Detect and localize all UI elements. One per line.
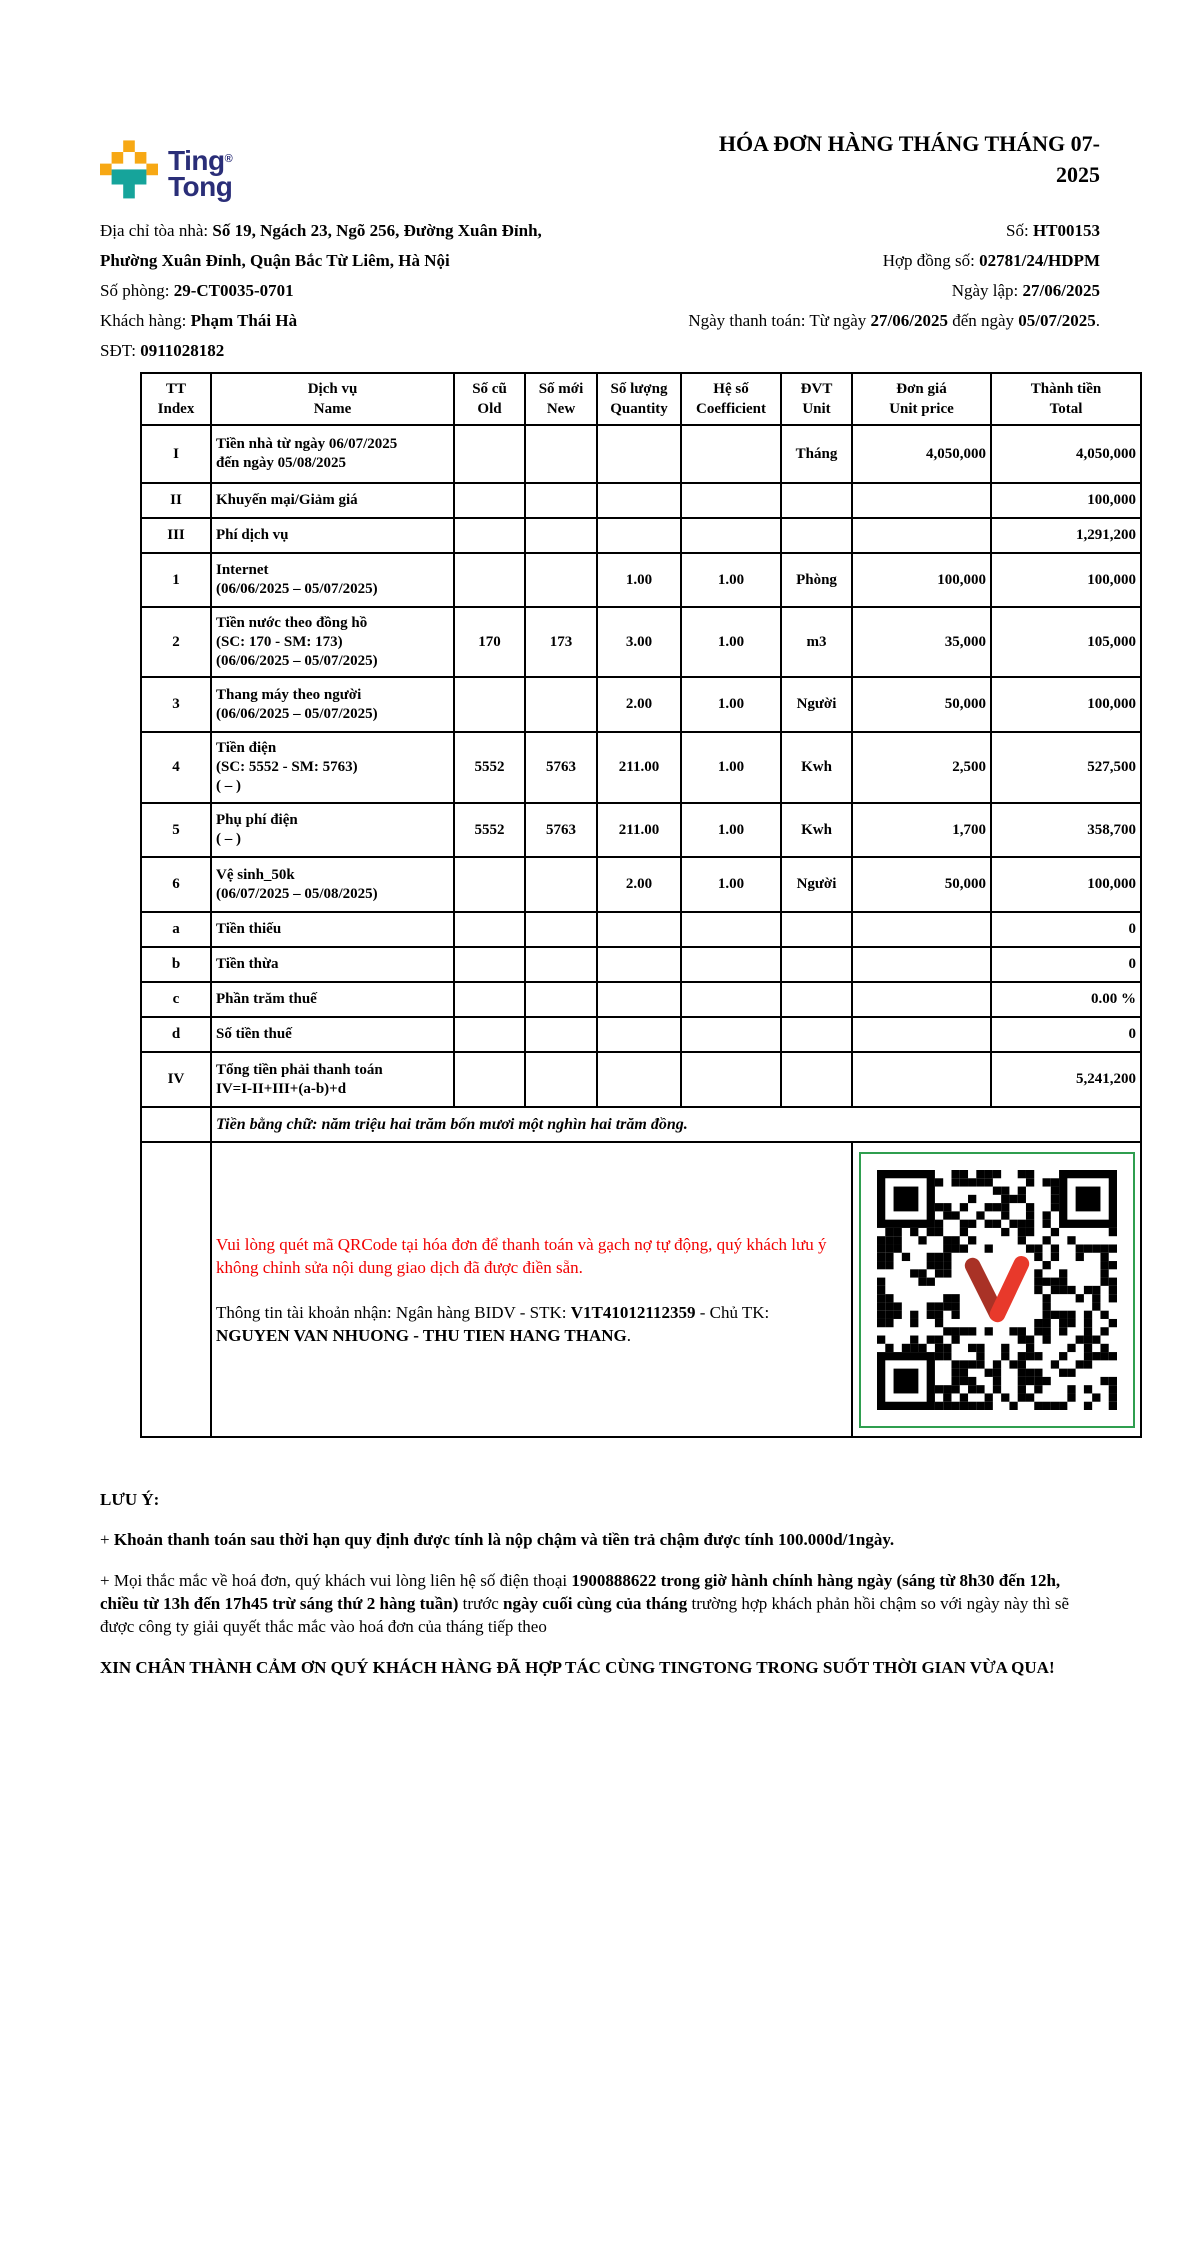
contact-note: + Mọi thắc mắc về hoá đơn, quý khách vui lòng liên hệ số điện thoại 1900888622 trong giờ hành chính hàng ngày (sáng từ 8h30 đến 12h, chiều từ 13h đến 17h45 trừ sáng thứ 2 hàng tuần) trước ngày cuối cùng của tháng trường hợp khách phản hồi chậm so với ngày này thì sẽ được công ty giải quyết thắc mắc vào hoá đơn của tháng tiếp theo: [100, 1571, 1070, 1636]
table-cell: [852, 947, 991, 982]
table-cell: 1.00: [681, 607, 781, 677]
table-cell: 100,000: [991, 677, 1141, 732]
table-cell: d: [141, 1017, 211, 1052]
table-cell: Tiền thừa: [211, 947, 454, 982]
table-cell: [525, 947, 597, 982]
table-cell: [681, 483, 781, 518]
table-cell: [597, 483, 681, 518]
invoice-info-left: [100, 216, 542, 366]
table-cell: [525, 483, 597, 518]
table-cell: IV: [141, 1052, 211, 1107]
table-cell: 0.00 %: [991, 982, 1141, 1017]
table-cell: [781, 982, 852, 1017]
table-cell: 211.00: [597, 803, 681, 857]
table-cell: Tiền thiếu: [211, 912, 454, 947]
table-cell: [454, 982, 525, 1017]
table-cell: [681, 947, 781, 982]
footer-notes: [100, 1490, 1100, 1680]
payment-period: Ngày thanh toán: Từ ngày 27/06/2025 đến ngày 05/07/2025.: [688, 311, 1100, 330]
table-cell: 1.00: [681, 857, 781, 912]
table-cell: 5552: [454, 732, 525, 803]
table-cell: [454, 677, 525, 732]
invoice-title: [719, 128, 1100, 190]
table-row: [141, 982, 1141, 1017]
table-cell: Vệ sinh_50k (06/07/2025 – 05/08/2025): [211, 857, 454, 912]
bank-account-number: V1T41012112359: [570, 1302, 696, 1322]
thank-you-message: XIN CHÂN THÀNH CẢM ƠN QUÝ KHÁCH HÀNG ĐÃ HỢP TÁC CÙNG TINGTONG TRONG SUỐT THỜI GIAN VỪA QUA!: [100, 1658, 1055, 1677]
table-cell: [852, 912, 991, 947]
table-cell: 50,000: [852, 857, 991, 912]
table-cell: [525, 677, 597, 732]
table-cell: [454, 857, 525, 912]
table-cell: 527,500: [991, 732, 1141, 803]
table-row: [141, 947, 1141, 982]
table-cell: Kwh: [781, 732, 852, 803]
table-cell: 2: [141, 607, 211, 677]
header-row: [141, 373, 1141, 425]
table-cell: Phí dịch vụ: [211, 518, 454, 553]
table-cell: 170: [454, 607, 525, 677]
column-header: Hệ số Coefficient: [681, 373, 781, 425]
column-header: Thành tiền Total: [991, 373, 1141, 425]
table-cell: Phần trăm thuế: [211, 982, 454, 1017]
building-address-line2: Phường Xuân Đỉnh, Quận Bắc Từ Liêm, Hà Nội: [100, 251, 450, 270]
column-header: Số mới New: [525, 373, 597, 425]
bank-account-info: Thông tin tài khoản nhận: Ngân hàng BIDV - STK: V1T41012112359 - Chủ TK: NGUYEN VAN NHUONG - THU TIEN HANG THANG.: [216, 1302, 770, 1345]
brand-name-line1: Ting: [168, 145, 225, 176]
table-cell: [454, 912, 525, 947]
qr-code: [859, 1152, 1135, 1428]
table-cell: 0: [991, 912, 1141, 947]
table-cell: [597, 947, 681, 982]
table-cell: [597, 1017, 681, 1052]
table-row: [141, 553, 1141, 607]
table-cell: [681, 982, 781, 1017]
table-cell: 1.00: [681, 732, 781, 803]
invoice-table-body: [141, 425, 1141, 1107]
table-cell: [781, 1017, 852, 1052]
table-row: [141, 857, 1141, 912]
table-row: [141, 732, 1141, 803]
table-cell: [525, 553, 597, 607]
table-cell: [781, 1052, 852, 1107]
bank-account-holder: NGUYEN VAN NHUONG - THU TIEN HANG THANG: [216, 1325, 627, 1345]
table-cell: [525, 912, 597, 947]
table-cell: [597, 518, 681, 553]
building-address-line1: Địa chỉ tòa nhà: Số 19, Ngách 23, Ngõ 256, Đường Xuân Đỉnh,: [100, 221, 542, 240]
issue-date: Ngày lập: 27/06/2025: [951, 281, 1100, 300]
column-header: Số lượng Quantity: [597, 373, 681, 425]
table-cell: [525, 982, 597, 1017]
registered-mark-icon: ®: [224, 153, 233, 165]
table-cell: 1.00: [681, 677, 781, 732]
table-row: [141, 803, 1141, 857]
table-cell: [525, 1017, 597, 1052]
table-cell: 1: [141, 553, 211, 607]
invoice-number: Số: HT00153: [1006, 221, 1100, 240]
table-cell: a: [141, 912, 211, 947]
invoice-table: [140, 372, 1142, 1438]
table-cell: 5: [141, 803, 211, 857]
table-row: [141, 677, 1141, 732]
table-cell: Tiền nhà từ ngày 06/07/2025 đến ngày 05/08/2025: [211, 425, 454, 483]
table-cell: [597, 982, 681, 1017]
room-number: Số phòng: 29-CT0035-0701: [100, 281, 294, 300]
table-cell: 5763: [525, 803, 597, 857]
table-cell: Tiền nước theo đồng hồ (SC: 170 - SM: 173) (06/06/2025 – 05/07/2025): [211, 607, 454, 677]
table-cell: 1,700: [852, 803, 991, 857]
table-cell: 2.00: [597, 677, 681, 732]
qr-row: [141, 1142, 1141, 1437]
notes-heading: LƯU Ý:: [100, 1490, 160, 1509]
invoice-header: [100, 128, 1100, 200]
table-cell: [852, 483, 991, 518]
table-cell: Tổng tiền phải thanh toán IV=I-II+III+(a-b)+d: [211, 1052, 454, 1107]
table-cell: [454, 553, 525, 607]
table-cell: [781, 912, 852, 947]
column-header: ĐVT Unit: [781, 373, 852, 425]
late-payment-note: + Khoản thanh toán sau thời hạn quy định được tính là nộp chậm và tiền trả chậm được tính 100.000d/1ngày.: [100, 1530, 895, 1549]
qr-payment-instruction: Vui lòng quét mã QRCode tại hóa đơn để thanh toán và gạch nợ tự động, quý khách lưu ý không chỉnh sửa nội dung giao dịch đã được điền sẵn.: [216, 1234, 827, 1277]
qr-code-svg: [877, 1170, 1117, 1410]
table-cell: [454, 947, 525, 982]
table-row: [141, 607, 1141, 677]
table-cell: Người: [781, 677, 852, 732]
table-cell: I: [141, 425, 211, 483]
table-cell: 3.00: [597, 607, 681, 677]
table-row: [141, 518, 1141, 553]
table-row: [141, 483, 1141, 518]
table-cell: 4,050,000: [991, 425, 1141, 483]
table-cell: 358,700: [991, 803, 1141, 857]
table-cell: Phòng: [781, 553, 852, 607]
table-cell: [852, 982, 991, 1017]
table-cell: [454, 483, 525, 518]
table-row: [141, 425, 1141, 483]
brand-name-line2: Tong: [168, 171, 233, 202]
table-cell: 4: [141, 732, 211, 803]
table-cell: [681, 1052, 781, 1107]
table-cell: [454, 425, 525, 483]
customer-phone: SĐT: 0911028182: [100, 341, 225, 360]
table-cell: [781, 947, 852, 982]
invoice-table-footer: [141, 1107, 1141, 1437]
table-cell: [525, 425, 597, 483]
table-cell: 2.00: [597, 857, 681, 912]
contract-number: Hợp đồng số: 02781/24/HDPM: [882, 251, 1100, 270]
table-cell: 1.00: [597, 553, 681, 607]
table-cell: 3: [141, 677, 211, 732]
table-cell: III: [141, 518, 211, 553]
table-cell: [681, 1017, 781, 1052]
table-cell: [681, 912, 781, 947]
table-cell: Tháng: [781, 425, 852, 483]
table-cell: 100,000: [991, 857, 1141, 912]
table-cell: 0: [991, 1017, 1141, 1052]
table-cell: 4,050,000: [852, 425, 991, 483]
table-cell: [597, 425, 681, 483]
table-cell: Tiền điện (SC: 5552 - SM: 5763) ( – ): [211, 732, 454, 803]
column-header: Dịch vụ Name: [211, 373, 454, 425]
table-cell: 100,000: [852, 553, 991, 607]
tingtong-logo-text: [168, 146, 232, 200]
table-cell: [781, 518, 852, 553]
table-cell: [525, 518, 597, 553]
table-cell: Kwh: [781, 803, 852, 857]
table-cell: b: [141, 947, 211, 982]
invoice-table-head: [141, 373, 1141, 425]
table-cell: [141, 1142, 211, 1437]
invoice-title-line1: HÓA ĐƠN HÀNG THÁNG THÁNG 07-: [718, 131, 1100, 156]
table-cell: 1,291,200: [991, 518, 1141, 553]
tingtong-logo-icon: [100, 140, 158, 200]
table-cell: [141, 1107, 211, 1142]
table-cell: 1.00: [681, 553, 781, 607]
table-cell: [454, 1052, 525, 1107]
table-cell: [525, 857, 597, 912]
customer-name: Khách hàng: Phạm Thái Hà: [100, 311, 298, 330]
table-cell: 35,000: [852, 607, 991, 677]
table-cell: 211.00: [597, 732, 681, 803]
table-cell: [852, 1052, 991, 1107]
invoice-info: [100, 216, 1100, 366]
table-cell: [852, 518, 991, 553]
table-cell: [454, 518, 525, 553]
table-cell: Phụ phí điện ( – ): [211, 803, 454, 857]
qr-code-cell: [852, 1142, 1141, 1437]
table-cell: [454, 1017, 525, 1052]
table-cell: 105,000: [991, 607, 1141, 677]
table-cell: 6: [141, 857, 211, 912]
amount-in-words-row: [141, 1107, 1141, 1142]
table-cell: Thang máy theo người (06/06/2025 – 05/07/2025): [211, 677, 454, 732]
invoice-title-line2: 2025: [1056, 162, 1100, 187]
table-cell: 5763: [525, 732, 597, 803]
column-header: Số cũ Old: [454, 373, 525, 425]
table-cell: [781, 483, 852, 518]
column-header: TT Index: [141, 373, 211, 425]
table-row: [141, 1017, 1141, 1052]
table-cell: 5,241,200: [991, 1052, 1141, 1107]
table-cell: m3: [781, 607, 852, 677]
table-cell: 100,000: [991, 553, 1141, 607]
table-row: [141, 1052, 1141, 1107]
table-cell: 100,000: [991, 483, 1141, 518]
amount-in-words-cell: Tiền bằng chữ: năm triệu hai trăm bốn mươi một nghìn hai trăm đồng.: [211, 1107, 1141, 1142]
table-cell: [525, 1052, 597, 1107]
table-cell: Khuyến mại/Giảm giá: [211, 483, 454, 518]
table-cell: 2,500: [852, 732, 991, 803]
table-cell: [852, 1017, 991, 1052]
table-cell: II: [141, 483, 211, 518]
table-cell: [597, 1052, 681, 1107]
column-header: Đơn giá Unit price: [852, 373, 991, 425]
table-cell: [681, 518, 781, 553]
table-cell: [681, 425, 781, 483]
table-cell: 5552: [454, 803, 525, 857]
tingtong-logo: [100, 140, 232, 200]
table-cell: Internet (06/06/2025 – 05/07/2025): [211, 553, 454, 607]
table-cell: 0: [991, 947, 1141, 982]
table-cell: 173: [525, 607, 597, 677]
table-row: [141, 912, 1141, 947]
table-cell: 50,000: [852, 677, 991, 732]
table-cell: c: [141, 982, 211, 1017]
qr-instructions-cell: [211, 1142, 852, 1437]
table-cell: 1.00: [681, 803, 781, 857]
table-cell: [597, 912, 681, 947]
table-cell: Số tiền thuế: [211, 1017, 454, 1052]
invoice-info-right: [688, 216, 1100, 366]
table-cell: Người: [781, 857, 852, 912]
